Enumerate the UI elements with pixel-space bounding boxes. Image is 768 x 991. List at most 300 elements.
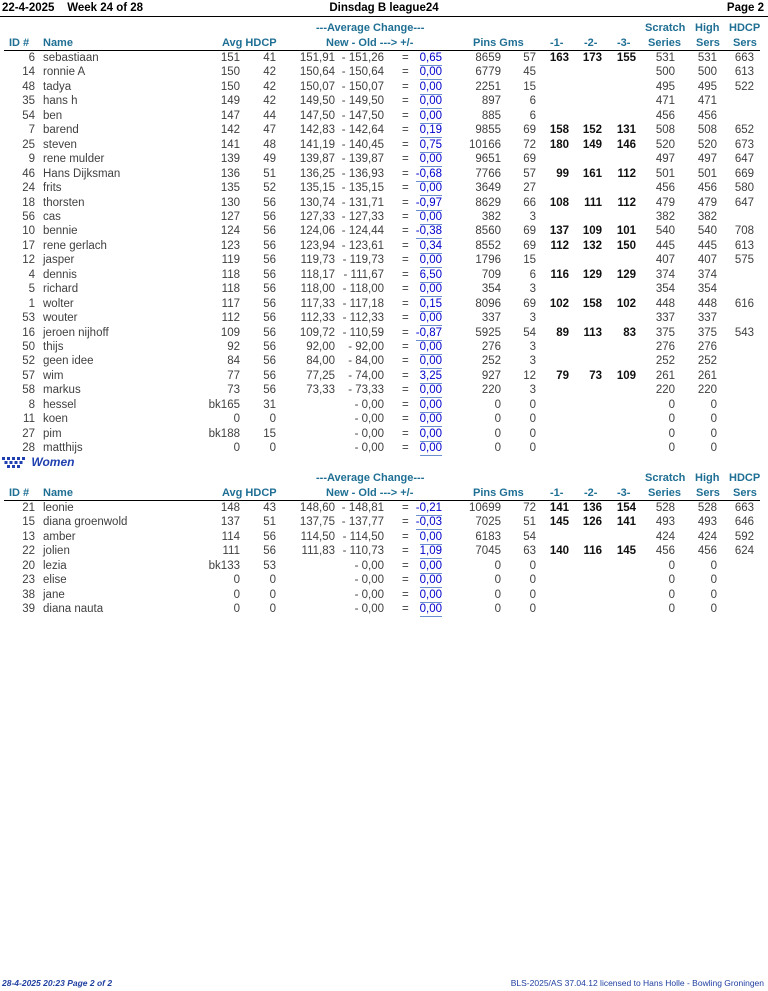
scratch-header: Scratch xyxy=(645,22,686,34)
avg-cell: 84 xyxy=(227,355,240,368)
avg-hdcp-header: Avg HDCP xyxy=(222,487,277,499)
id-cell: 7 xyxy=(28,124,35,137)
hdcp-cell: 0 xyxy=(269,574,276,587)
series-cell: 0 xyxy=(668,603,675,616)
hdcp-cell: 56 xyxy=(263,341,276,353)
avg-cell: 141 xyxy=(220,138,240,151)
series-cell: 375 xyxy=(655,326,675,339)
game2-cell: 136 xyxy=(582,502,602,514)
hdcp-cell: 52 xyxy=(263,182,276,195)
avg-cell: 142 xyxy=(220,124,240,137)
pins-cell: 276 xyxy=(481,341,501,353)
table-row xyxy=(0,530,768,544)
equals-cell: = xyxy=(402,268,409,281)
old-avg-cell: - 0,00 xyxy=(354,413,384,426)
series-cell: 497 xyxy=(655,153,675,166)
diff-cell: 0,00 xyxy=(419,95,442,108)
table-row xyxy=(0,412,768,426)
hdcp-sers-cell: 613 xyxy=(734,239,754,252)
hdcp-cell: 56 xyxy=(263,210,276,223)
equals-cell: = xyxy=(402,559,409,572)
name-cell: thorsten xyxy=(43,196,85,209)
equals-cell: = xyxy=(402,442,409,455)
table-row xyxy=(0,109,768,123)
table-row xyxy=(0,501,768,515)
high-cell: 0 xyxy=(710,427,717,440)
diff-cell: 0,00 xyxy=(419,574,442,587)
name-cell: jeroen nijhoff xyxy=(43,326,109,339)
id-cell: 12 xyxy=(22,254,35,267)
avg-cell: 0 xyxy=(233,603,240,616)
equals-cell: = xyxy=(402,398,409,411)
old-avg-cell: - 111,67 xyxy=(343,268,384,281)
equals-cell: = xyxy=(402,138,409,151)
pins-cell: 2251 xyxy=(475,80,501,93)
diff-cell: -0,87 xyxy=(415,326,442,339)
new-avg-cell: 118,17 xyxy=(300,268,335,281)
diff-cell: 1,09 xyxy=(419,545,442,558)
id-cell: 21 xyxy=(22,502,35,514)
id-cell: 10 xyxy=(22,225,35,238)
games-cell: 66 xyxy=(523,196,536,209)
games-cell: 3 xyxy=(529,210,536,223)
group-women-label: Women xyxy=(31,455,75,469)
avg-cell: bk133 xyxy=(208,559,240,572)
game2-header: -2- xyxy=(584,487,598,499)
group-women xyxy=(2,455,74,469)
game3-cell: 131 xyxy=(616,124,636,137)
equals-cell: = xyxy=(402,254,409,267)
equals-cell: = xyxy=(402,239,409,252)
games-cell: 72 xyxy=(523,138,536,151)
high-cell: 382 xyxy=(697,210,717,223)
name-cell: dennis xyxy=(43,268,77,281)
hdcp-sers-header: Sers xyxy=(733,487,757,499)
name-cell: frits xyxy=(43,182,62,195)
hdcp-sers-cell: 580 xyxy=(734,182,754,195)
game2-cell: 152 xyxy=(582,124,602,137)
name-cell: koen xyxy=(43,413,68,426)
game2-header: -2- xyxy=(584,37,598,49)
old-avg-cell: - 110,73 xyxy=(342,545,384,558)
hdcp-cell: 44 xyxy=(263,109,276,122)
game1-cell: 79 xyxy=(556,369,569,382)
diff-cell: -0,68 xyxy=(415,167,442,180)
table-row xyxy=(0,311,768,325)
series-cell: 456 xyxy=(655,109,675,122)
game2-cell: 132 xyxy=(582,239,602,252)
game3-cell: 154 xyxy=(616,502,636,514)
series-cell: 424 xyxy=(655,530,675,543)
page-number: Page 2 xyxy=(726,2,764,14)
diff-cell: -0,03 xyxy=(415,516,442,529)
games-cell: 69 xyxy=(523,239,536,252)
series-cell: 471 xyxy=(655,95,675,108)
diff-cell: 0,00 xyxy=(419,398,442,411)
equals-cell: = xyxy=(402,588,409,601)
table-row xyxy=(0,588,768,602)
equals-cell: = xyxy=(402,502,409,514)
high-cell: 445 xyxy=(697,239,717,252)
name-header: Name xyxy=(43,487,73,499)
id-cell: 52 xyxy=(22,355,35,368)
avg-cell: 127 xyxy=(220,210,240,223)
old-avg-cell: - 0,00 xyxy=(354,398,384,411)
avg-cell: bk165 xyxy=(208,398,240,411)
old-avg-cell: - 149,50 xyxy=(341,95,384,108)
game3-cell: 141 xyxy=(616,516,636,529)
footer-print-info: 28-4-2025 20:23 Page 2 of 2 xyxy=(2,978,113,988)
old-avg-cell: - 0,00 xyxy=(354,574,384,587)
series-cell: 500 xyxy=(655,66,675,79)
old-avg-cell: - 0,00 xyxy=(354,427,384,440)
avg-cell: 0 xyxy=(233,588,240,601)
hdcp-cell: 47 xyxy=(263,124,276,137)
game1-cell: 112 xyxy=(550,239,569,252)
old-avg-cell: - 150,64 xyxy=(341,66,384,79)
hdcp-sers-cell: 652 xyxy=(734,124,754,137)
new-avg-cell: 77,25 xyxy=(306,369,335,382)
game1-cell: 99 xyxy=(556,167,569,180)
table-row xyxy=(0,326,768,340)
new-avg-cell: 139,87 xyxy=(299,153,335,166)
hdcp-sers-cell: 624 xyxy=(734,545,754,558)
table-row xyxy=(0,398,768,412)
high-cell: 448 xyxy=(697,297,717,310)
id-cell: 58 xyxy=(22,384,35,397)
avg-cell: 92 xyxy=(227,341,240,353)
diff-cell: 0,00 xyxy=(419,559,442,572)
game1-header: -1- xyxy=(550,37,564,49)
hdcp-cell: 48 xyxy=(263,138,276,151)
hdcp-cell: 56 xyxy=(263,384,276,397)
name-cell: bennie xyxy=(43,225,78,238)
pins-cell: 0 xyxy=(494,559,501,572)
pins-gms-header: Pins Gms xyxy=(473,37,524,49)
name-cell: wim xyxy=(43,369,64,382)
equals-cell: = xyxy=(402,80,409,93)
series-cell: 220 xyxy=(655,384,675,397)
game3-cell: 112 xyxy=(617,196,636,209)
old-avg-cell: - 142,64 xyxy=(341,124,384,137)
high-cell: 456 xyxy=(697,182,717,195)
hdcp-cell: 49 xyxy=(263,153,276,166)
avg-cell: 136 xyxy=(220,167,240,180)
games-cell: 6 xyxy=(529,268,536,281)
new-avg-cell: 151,91 xyxy=(299,52,335,64)
id-cell: 48 xyxy=(22,80,35,93)
column-header-men xyxy=(0,22,768,52)
new-avg-cell: 135,15 xyxy=(299,182,335,195)
hdcp-sers-cell: 616 xyxy=(734,297,754,310)
name-cell: richard xyxy=(43,283,79,296)
old-avg-cell: - 139,87 xyxy=(341,153,384,166)
game2-cell: 109 xyxy=(582,225,602,238)
new-avg-cell: 123,94 xyxy=(299,239,335,252)
high-cell: 0 xyxy=(710,574,717,587)
table-row xyxy=(0,152,768,166)
game3-cell: 145 xyxy=(616,545,636,558)
new-avg-cell: 117,33 xyxy=(300,297,335,310)
name-cell: ben xyxy=(43,109,63,122)
id-cell: 1 xyxy=(28,297,35,310)
table-row xyxy=(0,138,768,152)
table-row xyxy=(0,340,768,354)
name-cell: pim xyxy=(43,427,62,440)
avg-cell: 139 xyxy=(220,153,240,166)
table-row xyxy=(0,253,768,267)
avg-cell: 124 xyxy=(220,225,240,238)
high-cell: 407 xyxy=(697,254,717,267)
hdcp-header: HDCP xyxy=(729,22,761,34)
equals-cell: = xyxy=(402,95,409,108)
series-cell: 448 xyxy=(655,297,675,310)
game1-header: -1- xyxy=(550,487,564,499)
table-row xyxy=(0,51,768,65)
avg-cell: 117 xyxy=(221,297,240,310)
games-cell: 3 xyxy=(529,312,536,325)
hdcp-sers-cell: 663 xyxy=(734,52,754,64)
pins-cell: 5925 xyxy=(475,326,501,339)
series-header: Series xyxy=(648,37,682,49)
name-cell: hessel xyxy=(43,398,77,411)
table-row xyxy=(0,383,768,397)
table-row xyxy=(0,515,768,529)
name-cell: diana nauta xyxy=(43,603,104,616)
pins-cell: 10699 xyxy=(469,502,501,514)
game1-cell: 145 xyxy=(549,516,569,529)
id-cell: 4 xyxy=(28,268,35,281)
name-cell: wolter xyxy=(43,297,74,310)
avg-cell: 123 xyxy=(220,239,240,252)
hdcp-cell: 56 xyxy=(263,196,276,209)
hdcp-cell: 0 xyxy=(269,442,276,455)
hdcp-cell: 43 xyxy=(263,502,276,514)
games-cell: 15 xyxy=(523,254,536,267)
hdcp-sers-cell: 575 xyxy=(734,254,754,267)
avg-cell: 148 xyxy=(220,502,240,514)
new-avg-cell: 111,83 xyxy=(301,545,335,558)
id-cell: 24 xyxy=(22,182,35,195)
table-row xyxy=(0,354,768,368)
table-row xyxy=(0,210,768,224)
hdcp-cell: 56 xyxy=(263,355,276,368)
avg-hdcp-header: Avg HDCP xyxy=(222,37,277,49)
series-cell: 540 xyxy=(655,225,675,238)
name-header: Name xyxy=(43,37,73,49)
hdcp-sers-cell: 647 xyxy=(734,153,754,166)
name-cell: jasper xyxy=(43,254,75,267)
diff-cell: 0,00 xyxy=(419,182,442,195)
old-avg-cell: - 131,71 xyxy=(341,196,384,209)
diff-cell: 0,00 xyxy=(419,109,442,122)
game1-cell: 141 xyxy=(549,502,569,514)
report-date: 22-4-2025 xyxy=(2,2,55,14)
series-cell: 374 xyxy=(655,268,675,281)
series-header: Series xyxy=(648,487,682,499)
diff-cell: 0,00 xyxy=(419,442,442,455)
diff-cell: 0,00 xyxy=(419,341,442,353)
series-cell: 252 xyxy=(655,355,675,368)
series-cell: 0 xyxy=(668,574,675,587)
old-avg-cell: - 135,15 xyxy=(341,182,384,195)
equals-cell: = xyxy=(402,297,409,310)
game2-cell: 149 xyxy=(582,138,602,151)
old-avg-cell: - 151,26 xyxy=(341,52,384,64)
pins-cell: 7045 xyxy=(475,545,501,558)
id-cell: 6 xyxy=(28,52,35,64)
table-row xyxy=(0,268,768,282)
pins-cell: 0 xyxy=(494,588,501,601)
old-avg-cell: - 0,00 xyxy=(354,442,384,455)
diff-cell: 0,00 xyxy=(419,588,442,601)
new-avg-cell: 137,75 xyxy=(299,516,335,529)
id-cell: 5 xyxy=(28,283,35,296)
high-cell: 500 xyxy=(697,66,717,79)
hdcp-cell: 42 xyxy=(263,66,276,79)
diff-cell: 0,00 xyxy=(419,66,442,79)
equals-cell: = xyxy=(402,182,409,195)
avg-cell: 118 xyxy=(221,268,240,281)
name-cell: tadya xyxy=(43,80,72,93)
game1-cell: 89 xyxy=(556,326,569,339)
id-cell: 56 xyxy=(22,210,35,223)
games-cell: 69 xyxy=(523,153,536,166)
pins-cell: 8560 xyxy=(475,225,501,238)
pins-cell: 1796 xyxy=(475,254,501,267)
avg-cell: 135 xyxy=(220,182,240,195)
game1-cell: 137 xyxy=(549,225,569,238)
hdcp-cell: 56 xyxy=(263,369,276,382)
hdcp-sers-cell: 708 xyxy=(734,225,754,238)
group-marker-icon xyxy=(2,457,28,469)
new-avg-cell: 114,50 xyxy=(300,530,335,543)
hdcp-cell: 41 xyxy=(263,52,276,64)
id-cell: 35 xyxy=(22,95,35,108)
game1-cell: 108 xyxy=(549,196,569,209)
old-avg-cell: - 147,50 xyxy=(341,109,384,122)
name-cell: jolien xyxy=(43,545,70,558)
name-cell: diana groenwold xyxy=(43,516,128,529)
hdcp-cell: 56 xyxy=(263,297,276,310)
game3-header: -3- xyxy=(617,37,631,49)
avg-change-header: ---Average Change--- xyxy=(316,22,425,34)
new-avg-cell: 119,73 xyxy=(300,254,335,267)
series-cell: 493 xyxy=(655,516,675,529)
equals-cell: = xyxy=(402,283,409,296)
high-sers-header: Sers xyxy=(696,487,720,499)
games-cell: 12 xyxy=(523,369,536,382)
equals-cell: = xyxy=(402,427,409,440)
pins-cell: 0 xyxy=(494,574,501,587)
series-cell: 354 xyxy=(655,283,675,296)
id-cell: 14 xyxy=(22,66,35,79)
hdcp-sers-cell: 592 xyxy=(734,530,754,543)
series-cell: 0 xyxy=(668,398,675,411)
hdcp-cell: 56 xyxy=(263,268,276,281)
id-cell: 25 xyxy=(22,138,35,151)
pins-cell: 337 xyxy=(481,312,501,325)
games-cell: 6 xyxy=(529,109,536,122)
old-avg-cell: - 123,61 xyxy=(341,239,384,252)
new-avg-cell: 150,07 xyxy=(299,80,335,93)
avg-cell: 149 xyxy=(220,95,240,108)
game2-cell: 158 xyxy=(582,297,602,310)
hdcp-cell: 56 xyxy=(263,283,276,296)
name-cell: geen idee xyxy=(43,355,94,368)
series-cell: 508 xyxy=(655,124,675,137)
games-cell: 0 xyxy=(529,398,536,411)
diff-cell: 0,00 xyxy=(419,153,442,166)
high-cell: 531 xyxy=(697,52,717,64)
id-cell: 50 xyxy=(22,341,35,353)
hdcp-cell: 56 xyxy=(263,326,276,339)
high-cell: 261 xyxy=(697,369,717,382)
name-cell: ronnie A xyxy=(43,66,86,79)
series-cell: 0 xyxy=(668,427,675,440)
games-cell: 0 xyxy=(529,427,536,440)
series-cell: 445 xyxy=(655,239,675,252)
equals-cell: = xyxy=(402,603,409,616)
high-cell: 276 xyxy=(697,341,717,353)
game3-cell: 101 xyxy=(616,225,636,238)
pins-gms-header: Pins Gms xyxy=(473,487,524,499)
series-cell: 495 xyxy=(655,80,675,93)
game3-cell: 83 xyxy=(623,326,636,339)
high-cell: 456 xyxy=(697,109,717,122)
equals-cell: = xyxy=(402,384,409,397)
pins-cell: 897 xyxy=(481,95,501,108)
new-avg-cell: 141,19 xyxy=(299,138,335,151)
old-avg-cell: - 92,00 xyxy=(348,341,384,353)
game2-cell: 73 xyxy=(589,369,602,382)
diff-cell: 0,75 xyxy=(419,138,442,151)
series-cell: 531 xyxy=(655,52,675,64)
avg-cell: 150 xyxy=(220,80,240,93)
equals-cell: = xyxy=(402,210,409,223)
name-cell: sebastiaan xyxy=(43,52,99,64)
diff-cell: 0,00 xyxy=(419,210,442,223)
pins-cell: 220 xyxy=(481,384,501,397)
league-title: Dinsdag B league24 xyxy=(329,2,439,14)
id-cell: 13 xyxy=(22,530,35,543)
series-cell: 0 xyxy=(668,442,675,455)
high-cell: 493 xyxy=(697,516,717,529)
diff-cell: -0,21 xyxy=(415,502,442,514)
name-cell: cas xyxy=(43,210,61,223)
game2-cell: 126 xyxy=(582,516,602,529)
new-avg-cell: 112,33 xyxy=(300,312,335,325)
name-cell: hans h xyxy=(43,95,78,108)
hdcp-sers-cell: 669 xyxy=(734,167,754,180)
games-cell: 6 xyxy=(529,95,536,108)
game1-cell: 102 xyxy=(549,297,569,310)
avg-cell: 111 xyxy=(222,545,240,558)
games-cell: 0 xyxy=(529,588,536,601)
high-cell: 0 xyxy=(710,603,717,616)
game2-cell: 111 xyxy=(584,196,602,209)
id-cell: 57 xyxy=(22,369,35,382)
equals-cell: = xyxy=(402,341,409,353)
pins-cell: 3649 xyxy=(475,182,501,195)
pins-cell: 9651 xyxy=(475,153,501,166)
pins-cell: 8552 xyxy=(475,239,501,252)
name-cell: Hans Dijksman xyxy=(43,167,121,180)
id-cell: 46 xyxy=(22,167,35,180)
id-cell: 28 xyxy=(22,442,35,455)
equals-cell: = xyxy=(402,196,409,209)
avg-cell: 118 xyxy=(221,283,240,296)
